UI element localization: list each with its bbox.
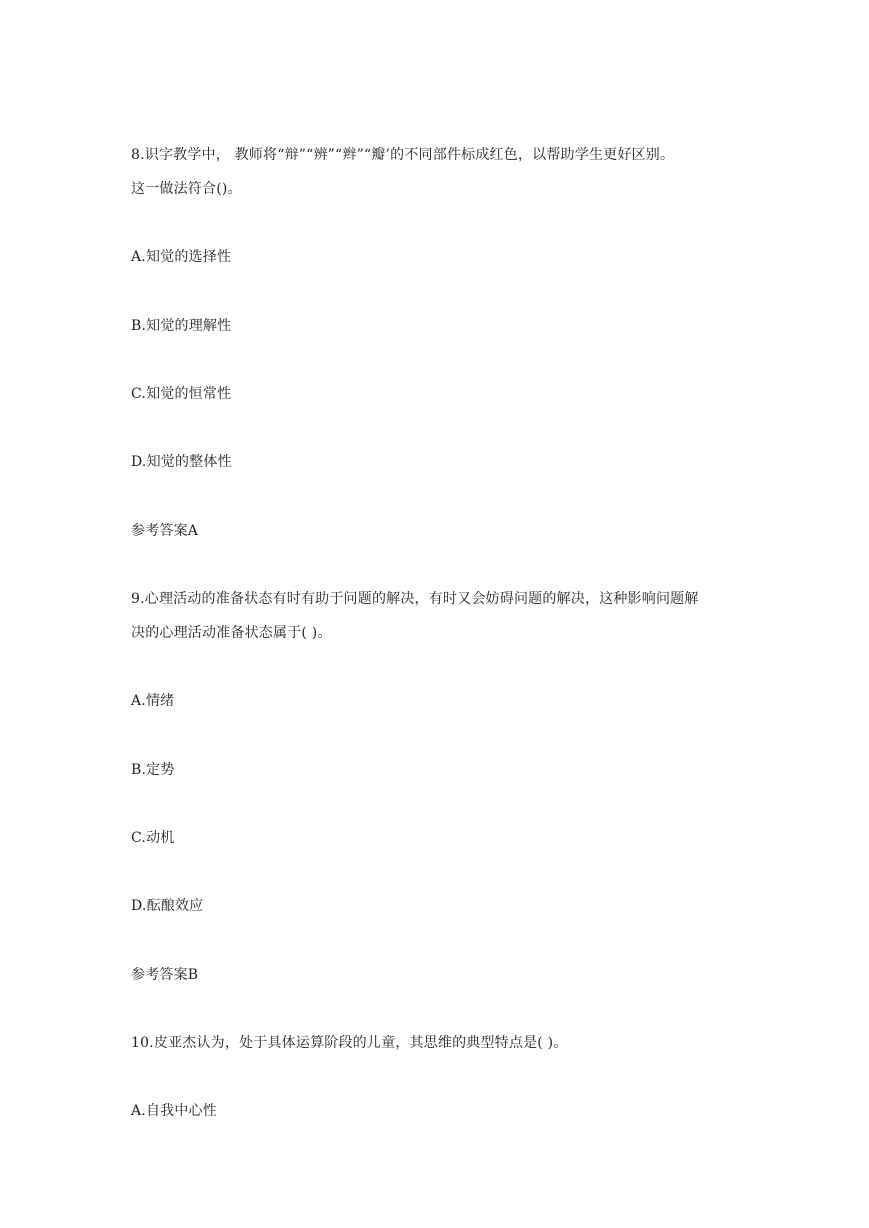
question-8-option-d: D.知觉的整体性: [131, 454, 232, 470]
question-9-option-c: C.动机: [131, 830, 175, 846]
question-9-stem-line-1: 9.心理活动的准备状态有时有助于问题的解决，有时又会妨碍问题的解决，这种影响问题解: [131, 591, 699, 607]
question-8-option-a: A.知觉的选择性: [131, 249, 232, 265]
question-10-option-a: A.自我中心性: [131, 1103, 217, 1119]
question-9-option-a: A.情绪: [131, 693, 175, 709]
question-9-stem-line-2: 决的心理活动准备状态属于( )。: [131, 625, 332, 641]
question-9-option-d: D.酝酿效应: [131, 898, 204, 914]
question-9-answer: 参考答案B: [131, 967, 199, 983]
question-8-option-c: C.知觉的恒常性: [131, 386, 232, 402]
question-9-option-b: B.定势: [131, 762, 175, 778]
question-10-stem-line-1: 10.皮亚杰认为，处于具体运算阶段的儿童，其思维的典型特点是( )。: [131, 1035, 568, 1051]
question-8-stem-line-1: 8.识字教学中， 教师将“辩”“辨”“辫”“瓣’的不同部件标成红色，以帮助学生更好区别。: [131, 147, 675, 163]
question-8-answer: 参考答案A: [131, 523, 199, 539]
question-8-stem-line-2: 这一做法符合()。: [131, 181, 242, 197]
question-8-option-b: B.知觉的理解性: [131, 318, 232, 334]
